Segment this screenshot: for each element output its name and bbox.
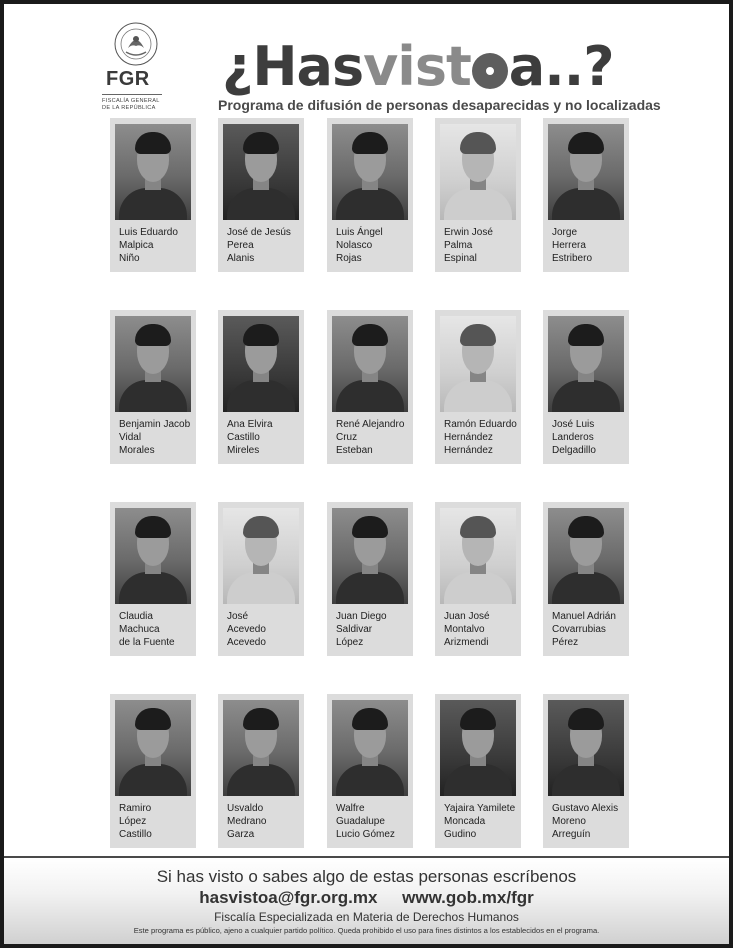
person-name-line1: Manuel Adrián (552, 611, 616, 622)
mexican-seal-icon (114, 22, 158, 66)
photo-body (336, 764, 404, 796)
person-name-line1: Juan Diego (336, 611, 387, 622)
headline-part-a: ¿Has (222, 35, 364, 98)
person-photo (548, 124, 624, 220)
person-card (543, 310, 629, 464)
person-card (110, 310, 196, 464)
person-name-line1: Ramón Eduardo (444, 419, 517, 430)
person-name-line2: Montalvo (444, 624, 485, 635)
photo-body (552, 764, 620, 796)
person-name-line3: Espinal (444, 253, 477, 264)
person-photo (332, 700, 408, 796)
photo-body (444, 764, 512, 796)
photo-hair (460, 516, 496, 538)
person-photo (548, 508, 624, 604)
photo-body (444, 380, 512, 412)
person-name-line3: Esteban (336, 445, 373, 456)
person-name-line3: Gudino (444, 829, 477, 840)
person-card (435, 118, 521, 272)
photo-body (227, 188, 295, 220)
person-name-line1: Ana Elvira (227, 419, 273, 430)
person-name-line1: Gustavo Alexis (552, 803, 619, 814)
photo-hair (243, 516, 279, 538)
photo-hair (568, 132, 604, 154)
person-name-line3: Morales (119, 445, 155, 456)
person-photo (223, 124, 299, 220)
photo-hair (243, 708, 279, 730)
photo-hair (352, 132, 388, 154)
person-photo (548, 700, 624, 796)
photo-hair (135, 516, 171, 538)
person-name-line3: Arreguín (552, 829, 591, 840)
person-name-line1: José (227, 611, 249, 622)
person-name-line3: Niño (119, 253, 140, 264)
person-photo (223, 316, 299, 412)
person-card (218, 310, 304, 464)
photo-hair (352, 516, 388, 538)
person-card (435, 310, 521, 464)
person-card (218, 502, 304, 656)
person-photo (440, 124, 516, 220)
photo-hair (352, 324, 388, 346)
person-photo (332, 316, 408, 412)
person-card (327, 310, 413, 464)
person-name-line3: Arizmendi (444, 637, 489, 648)
person-photo (440, 700, 516, 796)
person-photo (223, 508, 299, 604)
person-name-line1: Benjamin Jacob (119, 419, 191, 430)
person-card (110, 118, 196, 272)
photo-hair (243, 324, 279, 346)
person-card (110, 502, 196, 656)
person-photo (115, 124, 191, 220)
photo-body (227, 572, 295, 604)
person-name-line1: Yajaira Yamilete (444, 803, 516, 814)
person-name-line3: Lucio Gómez (336, 829, 395, 840)
person-name-line2: Moncada (444, 816, 486, 827)
person-name-line2: Machuca (119, 624, 160, 635)
contact-prompt: Si has visto o sabes algo de estas personas escríbenos (156, 867, 577, 886)
person-name-line2: Moreno (552, 816, 586, 827)
photo-body (552, 380, 620, 412)
person-name-line1: René Alejandro (336, 419, 405, 430)
photo-body (444, 572, 512, 604)
person-name-line1: José Luis (552, 419, 595, 430)
contact-links (4, 888, 729, 908)
photo-body (336, 188, 404, 220)
website-link[interactable]: www.gob.mx/fgr (402, 888, 534, 907)
tagline: Programa de difusión de personas desaparecidas y no localizadas (218, 97, 661, 113)
person-name-line2: Cruz (336, 432, 358, 443)
org-full-name (102, 98, 172, 112)
eye-icon (472, 53, 508, 89)
person-name-line3: Castillo (119, 829, 152, 840)
person-card (435, 694, 521, 848)
person-name-line1: Erwin José (444, 227, 493, 238)
disclaimer: Este programa es público, ajeno a cualquier partido político. Queda prohibido el uso para fines distintos a los establecidos en el programa. (133, 926, 600, 935)
person-card (110, 694, 196, 848)
headline-part-b: vist (363, 35, 471, 98)
person-name-line1: José de Jesús (227, 227, 291, 238)
person-name-line1: Claudia (119, 611, 153, 622)
photo-hair (568, 516, 604, 538)
person-name-line2: Malpica (119, 240, 154, 251)
logo-divider (102, 94, 162, 95)
photo-body (119, 380, 187, 412)
person-photo (548, 316, 624, 412)
photo-hair (460, 132, 496, 154)
person-name-line1: Juan José (444, 611, 490, 622)
photo-hair (568, 324, 604, 346)
person-name-line2: Guadalupe (336, 816, 385, 827)
person-photo (115, 700, 191, 796)
person-name-line1: Walfre (336, 803, 365, 814)
person-name-line2: Covarrubias (552, 624, 606, 635)
person-name-line2: Palma (444, 240, 473, 251)
person-photo (440, 316, 516, 412)
person-name-line3: Rojas (336, 253, 362, 264)
person-photo (223, 700, 299, 796)
org-full-line1: FISCALÍA GENERAL (102, 98, 160, 104)
person-name-line2: Perea (227, 240, 254, 251)
person-card (327, 694, 413, 848)
person-card (218, 694, 304, 848)
email-link[interactable]: hasvistoa@fgr.org.mx (199, 888, 378, 907)
photo-hair (460, 708, 496, 730)
photo-body (552, 188, 620, 220)
photo-hair (243, 132, 279, 154)
footer (4, 856, 729, 944)
person-name-line2: Vidal (119, 432, 142, 443)
photo-hair (135, 324, 171, 346)
person-name-line3: Delgadillo (552, 445, 596, 456)
person-photo (332, 508, 408, 604)
photo-body (119, 572, 187, 604)
person-name-line3: Garza (227, 829, 255, 840)
person-photo (115, 508, 191, 604)
person-photo (115, 316, 191, 412)
person-name-line3: Acevedo (227, 637, 266, 648)
photo-body (336, 380, 404, 412)
person-card (327, 118, 413, 272)
photo-body (336, 572, 404, 604)
person-name-line2: Castillo (227, 432, 260, 443)
poster (4, 4, 729, 944)
photo-hair (568, 708, 604, 730)
person-name-line3: de la Fuente (119, 637, 175, 648)
person-card (435, 502, 521, 656)
person-name-line1: Jorge (552, 227, 578, 238)
person-name-line2: Landeros (552, 432, 594, 443)
person-name-line3: Alanis (227, 253, 255, 264)
person-card (327, 502, 413, 656)
person-name-line2: Medrano (227, 816, 267, 827)
person-photo (440, 508, 516, 604)
person-card (543, 694, 629, 848)
person-name-line1: Ramiro (119, 803, 152, 814)
photo-hair (135, 132, 171, 154)
photo-body (119, 764, 187, 796)
person-photo (332, 124, 408, 220)
photo-hair (135, 708, 171, 730)
person-card (543, 502, 629, 656)
person-name-line3: Mireles (227, 445, 260, 456)
person-name-line2: Hernández (444, 432, 493, 443)
page-title (222, 34, 614, 100)
photo-body (444, 188, 512, 220)
person-name-line1: Usvaldo (227, 803, 264, 814)
org-short: FGR (106, 68, 150, 90)
person-name-line1: Luis Ángel (336, 227, 383, 238)
person-name-line2: Nolasco (336, 240, 373, 251)
office-name: Fiscalía Especializada en Materia de Derechos Humanos (214, 910, 519, 924)
photo-body (552, 572, 620, 604)
fgr-logo (100, 22, 172, 122)
person-name-line1: Luis Eduardo (119, 227, 178, 238)
person-name-line2: Saldivar (336, 624, 373, 635)
photo-body (227, 380, 295, 412)
org-full-line2: DE LA REPÚBLICA (102, 105, 156, 111)
person-card (218, 118, 304, 272)
photo-hair (352, 708, 388, 730)
headline-part-c: a..? (508, 35, 614, 98)
person-name-line3: Pérez (552, 637, 579, 648)
photo-body (119, 188, 187, 220)
person-card (543, 118, 629, 272)
person-name-line2: Herrera (552, 240, 586, 251)
person-name-line2: Acevedo (227, 624, 266, 635)
person-name-line3: López (336, 637, 364, 648)
person-name-line3: Estribero (552, 253, 593, 264)
person-name-line2: López (119, 816, 147, 827)
person-name-line3: Hernández (444, 445, 493, 456)
photo-hair (460, 324, 496, 346)
photo-body (227, 764, 295, 796)
